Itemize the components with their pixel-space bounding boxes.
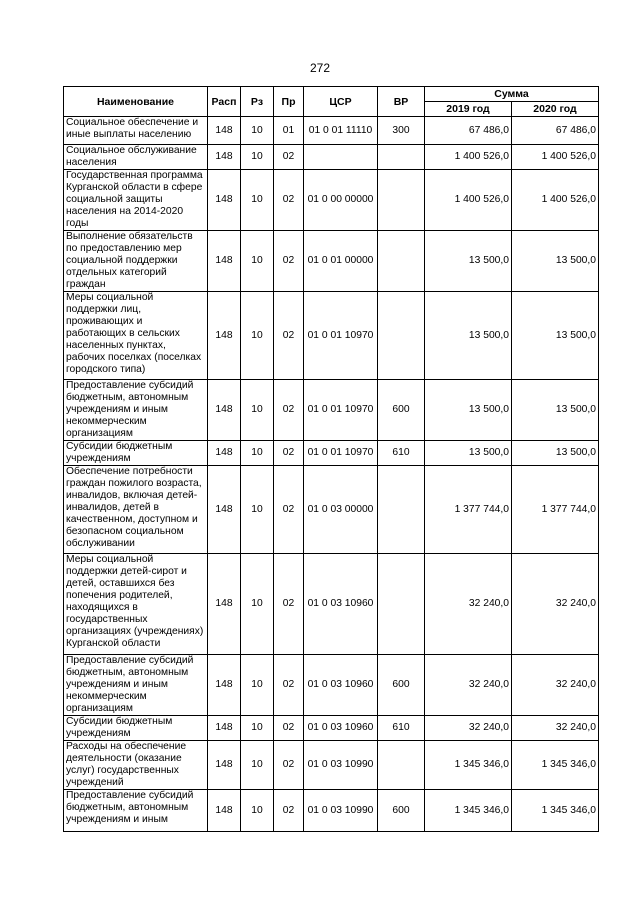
cell-2020: 32 240,0 (512, 716, 599, 741)
cell-2019: 13 500,0 (425, 441, 512, 466)
cell-rz: 10 (241, 145, 274, 170)
cell-name: Выполнение обязательств по предоставлению мер социальной поддержки отдельных категорий граждан (64, 231, 208, 292)
budget-table (63, 86, 599, 832)
cell-2019: 32 240,0 (425, 554, 512, 655)
cell-2019: 67 486,0 (425, 117, 512, 145)
cell-vr: 600 (378, 790, 425, 832)
cell-2020: 1 400 526,0 (512, 170, 599, 231)
cell-pr: 02 (274, 145, 304, 170)
cell-name: Расходы на обеспечение деятельности (оказание услуг) государственных учреждений (64, 741, 208, 790)
cell-rz: 10 (241, 741, 274, 790)
cell-vr: 600 (378, 380, 425, 441)
table-row (64, 716, 599, 741)
cell-rasp: 148 (208, 716, 241, 741)
cell-2020: 13 500,0 (512, 441, 599, 466)
cell-pr: 02 (274, 716, 304, 741)
cell-name: Меры социальной поддержки детей-сирот и детей, оставшихся без попечения родителей, находящихся в государственных организациях (учреждениях) Курганской области (64, 554, 208, 655)
cell-pr: 02 (274, 554, 304, 655)
header-rz: Рз (241, 87, 274, 117)
cell-vr (378, 170, 425, 231)
cell-rasp: 148 (208, 655, 241, 716)
cell-rz: 10 (241, 170, 274, 231)
cell-rz: 10 (241, 790, 274, 832)
cell-csr: 01 0 00 00000 (304, 170, 378, 231)
cell-rz: 10 (241, 292, 274, 380)
cell-csr: 01 0 03 00000 (304, 466, 378, 554)
cell-vr: 610 (378, 441, 425, 466)
header-pr: Пр (274, 87, 304, 117)
cell-2019: 1 345 346,0 (425, 741, 512, 790)
cell-csr: 01 0 01 10970 (304, 441, 378, 466)
cell-2019: 13 500,0 (425, 231, 512, 292)
cell-2020: 1 345 346,0 (512, 790, 599, 832)
cell-vr (378, 741, 425, 790)
cell-2019: 13 500,0 (425, 292, 512, 380)
header-year-2020: 2020 год (512, 102, 599, 117)
cell-2019: 1 377 744,0 (425, 466, 512, 554)
cell-rasp: 148 (208, 117, 241, 145)
cell-2019: 1 345 346,0 (425, 790, 512, 832)
cell-2020: 1 400 526,0 (512, 145, 599, 170)
table-row (64, 231, 599, 292)
cell-2020: 32 240,0 (512, 655, 599, 716)
cell-csr: 01 0 01 10970 (304, 380, 378, 441)
cell-2020: 1 345 346,0 (512, 741, 599, 790)
cell-pr: 02 (274, 441, 304, 466)
cell-2019: 32 240,0 (425, 655, 512, 716)
cell-csr: 01 0 03 10960 (304, 554, 378, 655)
cell-rz: 10 (241, 554, 274, 655)
cell-name: Обеспечение потребности граждан пожилого возраста, инвалидов, включая детей-инвалидов, детей в качественном, доступном и безопасном социальном обслуживании (64, 466, 208, 554)
table-row (64, 441, 599, 466)
cell-name: Социальное обеспечение и иные выплаты населению (64, 117, 208, 145)
cell-pr: 02 (274, 170, 304, 231)
cell-rz: 10 (241, 716, 274, 741)
table-row (64, 170, 599, 231)
table-row (64, 790, 599, 832)
table-row (64, 655, 599, 716)
cell-name: Субсидии бюджетным учреждениям (64, 441, 208, 466)
cell-name: Субсидии бюджетным учреждениям (64, 716, 208, 741)
cell-rasp: 148 (208, 231, 241, 292)
cell-vr: 610 (378, 716, 425, 741)
header-sum: Сумма (425, 87, 599, 102)
cell-name: Меры социальной поддержки лиц, проживающих и работающих в сельских населенных пунктах, рабочих поселках (поселках городского типа) (64, 292, 208, 380)
cell-pr: 02 (274, 741, 304, 790)
table-row (64, 466, 599, 554)
cell-rz: 10 (241, 655, 274, 716)
header-name: Наименование (64, 87, 208, 117)
page-number: 272 (309, 61, 331, 75)
cell-csr (304, 145, 378, 170)
cell-vr (378, 231, 425, 292)
cell-vr (378, 554, 425, 655)
cell-2019: 13 500,0 (425, 380, 512, 441)
table-header (64, 87, 599, 117)
cell-vr: 300 (378, 117, 425, 145)
cell-csr: 01 0 01 00000 (304, 231, 378, 292)
cell-2020: 1 377 744,0 (512, 466, 599, 554)
cell-pr: 02 (274, 292, 304, 380)
table-row (64, 741, 599, 790)
cell-2020: 13 500,0 (512, 292, 599, 380)
cell-rasp: 148 (208, 741, 241, 790)
cell-csr: 01 0 03 10960 (304, 716, 378, 741)
cell-csr: 01 0 01 10970 (304, 292, 378, 380)
header-csr: ЦСР (304, 87, 378, 117)
cell-rasp: 148 (208, 145, 241, 170)
cell-rasp: 148 (208, 554, 241, 655)
cell-2019: 1 400 526,0 (425, 170, 512, 231)
cell-rz: 10 (241, 231, 274, 292)
cell-rasp: 148 (208, 790, 241, 832)
cell-2020: 13 500,0 (512, 380, 599, 441)
table-row (64, 380, 599, 441)
cell-rasp: 148 (208, 466, 241, 554)
cell-2019: 1 400 526,0 (425, 145, 512, 170)
cell-2020: 67 486,0 (512, 117, 599, 145)
table-row (64, 292, 599, 380)
cell-rz: 10 (241, 441, 274, 466)
cell-rz: 10 (241, 117, 274, 145)
cell-vr (378, 145, 425, 170)
header-year-2019: 2019 год (425, 102, 512, 117)
cell-csr: 01 0 03 10990 (304, 741, 378, 790)
cell-rz: 10 (241, 466, 274, 554)
cell-name: Предоставление субсидий бюджетным, автономным учреждениям и иным (64, 790, 208, 832)
cell-name: Социальное обслуживание населения (64, 145, 208, 170)
cell-rz: 10 (241, 380, 274, 441)
cell-pr: 01 (274, 117, 304, 145)
cell-2020: 32 240,0 (512, 554, 599, 655)
cell-vr: 600 (378, 655, 425, 716)
cell-pr: 02 (274, 655, 304, 716)
cell-vr (378, 466, 425, 554)
table-row (64, 554, 599, 655)
cell-pr: 02 (274, 380, 304, 441)
cell-pr: 02 (274, 466, 304, 554)
cell-name: Предоставление субсидий бюджетным, автономным учреждениям и иным некоммерческим организациям (64, 655, 208, 716)
cell-vr (378, 292, 425, 380)
cell-rasp: 148 (208, 170, 241, 231)
table-row (64, 117, 599, 145)
cell-rasp: 148 (208, 441, 241, 466)
cell-rasp: 148 (208, 292, 241, 380)
cell-csr: 01 0 01 11110 (304, 117, 378, 145)
cell-rasp: 148 (208, 380, 241, 441)
cell-csr: 01 0 03 10990 (304, 790, 378, 832)
cell-pr: 02 (274, 790, 304, 832)
header-rasp: Расп (208, 87, 241, 117)
cell-2020: 13 500,0 (512, 231, 599, 292)
table-row (64, 145, 599, 170)
table-body (64, 117, 599, 832)
cell-name: Предоставление субсидий бюджетным, автономным учреждениям и иным некоммерческим организациям (64, 380, 208, 441)
header-vr: ВР (378, 87, 425, 117)
cell-name: Государственная программа Курганской области в сфере социальной защиты населения на 2014-2020 годы (64, 170, 208, 231)
cell-pr: 02 (274, 231, 304, 292)
cell-csr: 01 0 03 10960 (304, 655, 378, 716)
cell-2019: 32 240,0 (425, 716, 512, 741)
